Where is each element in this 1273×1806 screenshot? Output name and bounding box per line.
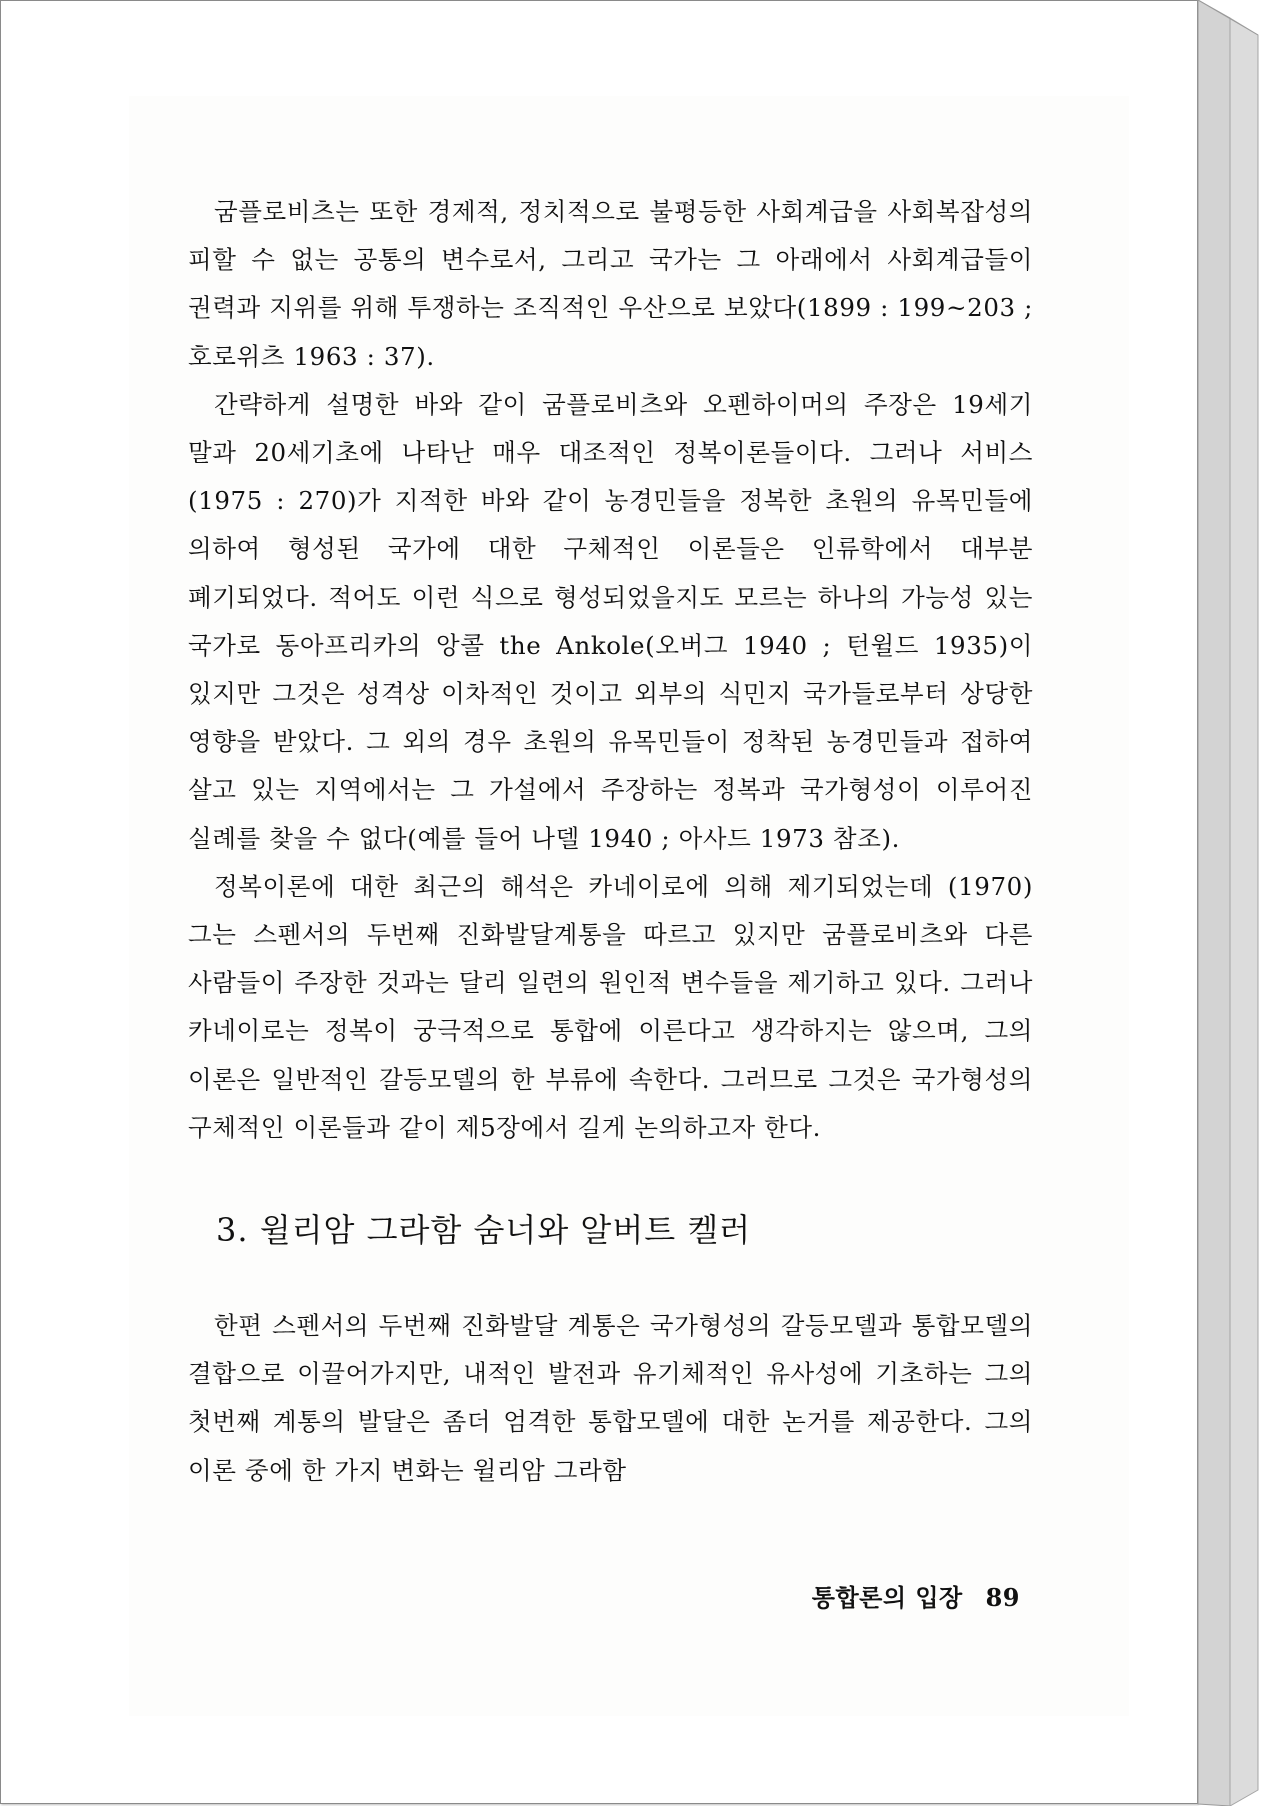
paragraph-3: 정복이론에 대한 최근의 해석은 카네이로에 의해 제기되었는데 (1970) 그는 스펜서의 두번째 진화발달계통을 따르고 있지만 굼플로비츠와 다른 사람들이 주장한 것과는 달리 일련의 원인적 변수들을 제기하고 있다. 그러나 카네이로는 정복이 궁극적으로 통합에 이른다고 생각하지는 않으며, 그의 이론은 일반적인 갈등모델의 한 부류에 속한다. 그러므로 그것은 국가형성의 구체적인 이론들과 같이 제5장에서 길게 논의하고자 한다. bbox=[188, 871, 1034, 1142]
paragraph-1: 굼플로비츠는 또한 경제적, 정치적으로 불평등한 사회계급을 사회복잡성의 피할 수 없는 공통의 변수로서, 그리고 국가는 그 아래에서 사회계급들이 권력과 지위를 위해 투쟁하는 조직적인 우산으로 보았다(1899 : 199~203 ; 호로위츠 1963 : 37). bbox=[188, 197, 1033, 371]
running-title: 통합론의 입장 bbox=[811, 1583, 963, 1612]
section-heading: 3. 윌리암 그라함 숨너와 알버트 켈러 bbox=[216, 1211, 752, 1250]
section-paragraph: 한편 스펜서의 두번째 진화발달 계통은 국가형성의 갈등모델과 통합모델의 결합으로 이끌어가지만, 내적인 발전과 유기체적인 유사성에 기초하는 그의 첫번째 계통의 발달은 좀더 엄격한 통합모델에 대한 논거를 제공한다. 그의 이론 중에 한 가지 변화는 윌리암 그라함 bbox=[188, 1311, 1033, 1485]
paragraph-2: 간략하게 설명한 바와 같이 굼플로비츠와 오펜하이머의 주장은 19세기 말과 20세기초에 나타난 매우 대조적인 정복이론들이다. 그러나 서비스(1975 : 270)가 지적한 바와 같이 농경민들을 정복한 초원의 유목민들에 의하여 형성된 국가에 대한 구체적인 이론들은 인류학에서 대부분 폐기되었다. 적어도 이런 식으로 형성되었을지도 모르는 하나의 가능성 있는 국가로 동아프리카의 앙콜 the Ankole(오버그 1940 ; 턴윌드 1935)이 있지만 그것은 성격상 이차적인 것이고 외부의 식민지 국가들로부터 상당한 영향을 받았다. 그 외의 경우 초원의 유목민들이 정착된 농경민들과 접하여 살고 있는 지역에서는 그 가설에서 주장하는 정복과 국가형성이 이루어진 실례를 찾을 수 없다(예를 들어 나델 1940 ; 아사드 1973 참조). bbox=[188, 389, 1033, 853]
page-number: 89 bbox=[985, 1583, 1020, 1612]
page-footer bbox=[760, 1578, 1020, 1613]
page-body bbox=[188, 188, 1033, 1495]
